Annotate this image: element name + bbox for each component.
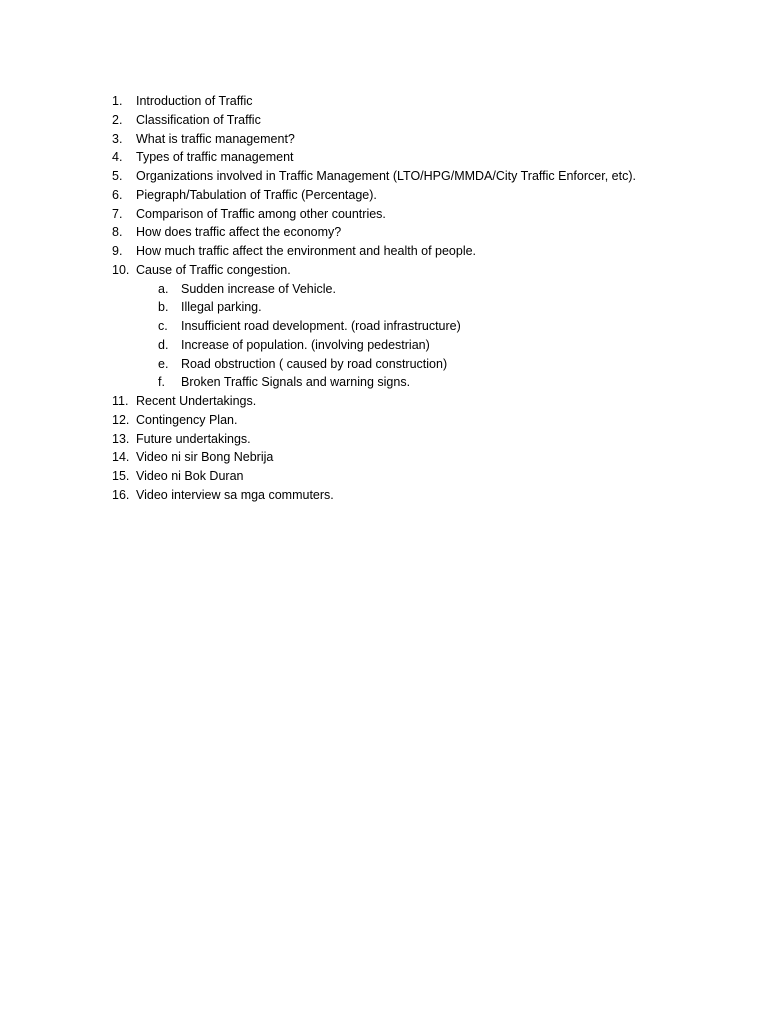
list-item-text: What is traffic management? <box>136 131 295 146</box>
sub-list-item-letter: a. <box>158 281 169 296</box>
list-item <box>0 167 768 186</box>
list-item <box>0 467 768 486</box>
sub-list-item <box>0 336 768 355</box>
sub-list-item-letter: f. <box>158 375 165 390</box>
sub-list-item-text: Road obstruction ( caused by road construction) <box>181 356 448 371</box>
list-item <box>0 411 768 430</box>
sub-list-item-text: Increase of population. (involving pedestrian) <box>181 337 430 352</box>
list-item-number: 6. <box>112 187 123 202</box>
list-item-number: 16. <box>112 487 130 502</box>
sub-list-item <box>0 317 768 336</box>
list-item <box>0 223 768 242</box>
list-item-text: Organizations involved in Traffic Management (LTO/HPG/MMDA/City Traffic Enforcer, etc). <box>136 169 636 183</box>
list-item-text: Video ni sir Bong Nebrija <box>136 450 274 465</box>
sub-list-item <box>0 280 768 299</box>
list-item-number: 14. <box>112 450 130 465</box>
list-item-number: 3. <box>112 131 123 146</box>
list-item-number: 10. <box>112 262 130 277</box>
list-item-text: Recent Undertakings. <box>136 394 257 408</box>
list-item-number: 4. <box>112 150 123 165</box>
list-item <box>0 92 768 111</box>
list-item-text: Piegraph/Tabulation of Traffic (Percentage). <box>136 187 377 202</box>
list-item <box>0 486 768 505</box>
sub-list-item-letter: b. <box>158 300 169 315</box>
outline-list <box>0 92 768 505</box>
sub-list-item-text: Illegal parking. <box>181 300 262 315</box>
list-item-number: 5. <box>112 169 123 183</box>
list-item-number: 13. <box>112 431 130 446</box>
sub-list-item <box>0 373 768 392</box>
list-item-text: Future undertakings. <box>136 431 251 446</box>
list-item-text: Video ni Bok Duran <box>136 469 244 483</box>
list-item <box>0 242 768 261</box>
list-item-number: 8. <box>112 225 123 240</box>
list-item-text: Comparison of Traffic among other countries. <box>136 206 386 221</box>
list-item-number: 12. <box>112 412 130 427</box>
sub-list-item-text: Sudden increase of Vehicle. <box>181 281 336 296</box>
list-item <box>0 205 768 224</box>
list-item-text: How does traffic affect the economy? <box>136 225 342 240</box>
list-item-text: How much traffic affect the environment and health of people. <box>136 244 477 258</box>
list-item <box>0 430 768 449</box>
sub-list-item-letter: d. <box>158 337 169 352</box>
list-item-number: 1. <box>112 94 123 108</box>
list-item-number: 15. <box>112 469 130 483</box>
list-item <box>0 148 768 167</box>
list-item-number: 9. <box>112 244 123 258</box>
list-item-text: Types of traffic management <box>136 150 294 165</box>
sub-list-item-letter: e. <box>158 356 169 371</box>
list-item <box>0 261 768 280</box>
list-item-text: Classification of Traffic <box>136 112 261 127</box>
sub-list-item-text: Broken Traffic Signals and warning signs. <box>181 375 411 390</box>
list-item-text: Video interview sa mga commuters. <box>136 487 334 502</box>
sub-list-item-text: Insufficient road development. (road infrastructure) <box>181 319 461 333</box>
list-item <box>0 392 768 411</box>
list-item-text: Introduction of Traffic <box>136 94 253 108</box>
list-item-text: Contingency Plan. <box>136 412 238 427</box>
list-item <box>0 130 768 149</box>
list-item-number: 11. <box>112 394 129 408</box>
list-item-text: Cause of Traffic congestion. <box>136 262 291 277</box>
list-item <box>0 186 768 205</box>
sub-list-item <box>0 355 768 374</box>
list-item <box>0 111 768 130</box>
list-item-number: 2. <box>112 112 123 127</box>
sub-list-item-letter: c. <box>158 319 168 333</box>
sub-list-item <box>0 298 768 317</box>
list-item-number: 7. <box>112 206 123 221</box>
list-item <box>0 448 768 467</box>
